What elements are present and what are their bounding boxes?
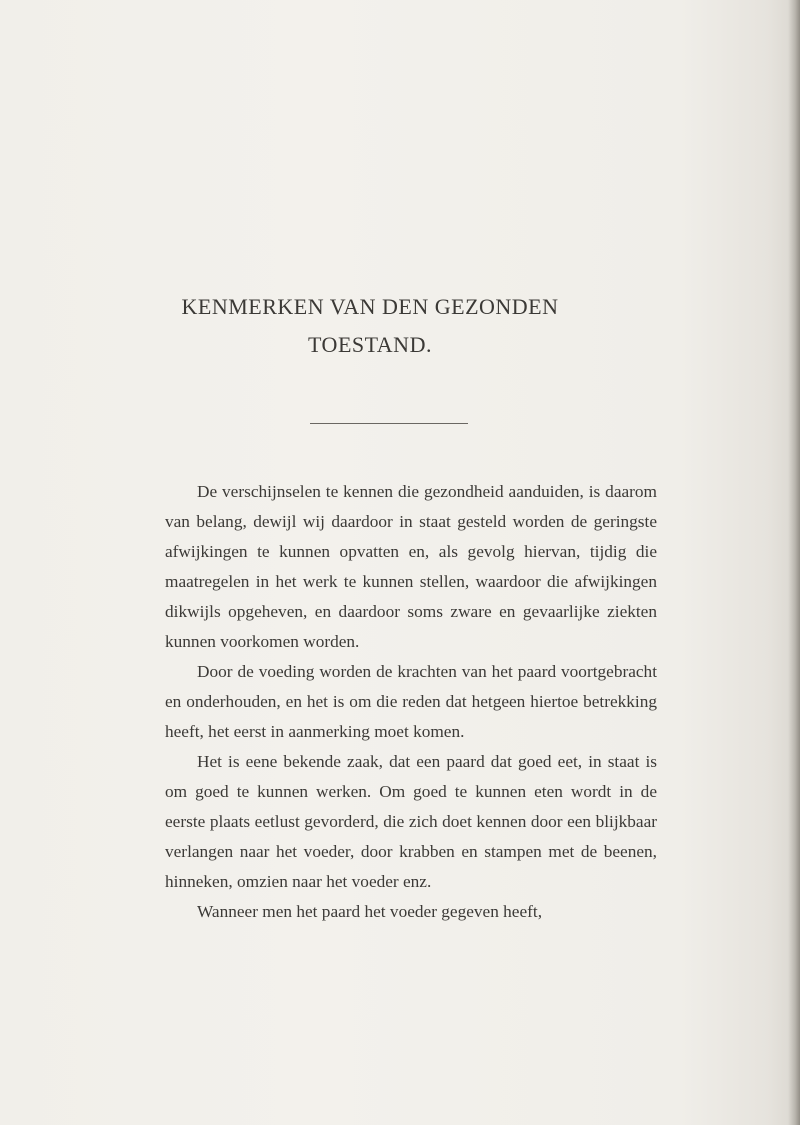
- binding-edge-shadow: [788, 0, 800, 1125]
- page-title-line-1: KENMERKEN VAN DEN GEZONDEN: [181, 294, 559, 319]
- paragraph: Het is eene bekende zaak, dat een paard dat goed eet, in staat is om goed te kunnen werken. Om goed te kunnen eten wordt in de eerste plaats eetlust gevorderd, die zich doet kennen door een blijkbaar verlangen naar het voeder, door krabben en stampen met de beenen, hinneken, omzien naar het voeder enz.: [165, 752, 657, 891]
- paragraph: Wanneer men het paard het voeder gegeven heeft,: [197, 902, 543, 921]
- paragraph: Door de voeding worden de krachten van het paard voortgebracht en onderhouden, en het is om die reden dat hetgeen hiertoe betrekking heeft, het eerst in aanmerking moet komen.: [165, 662, 657, 741]
- title-divider: [310, 423, 468, 424]
- paragraph: De verschijnselen te kennen die gezondheid aanduiden, is daarom van belang, dewijl wij daardoor in staat gesteld worden de geringste afwijkingen te kunnen opvatten en, als gevolg hiervan, tijdig die maatregelen in het werk te kunnen stellen, waardoor die afwijkingen dikwijls opgeheven, en daardoor soms zware en gevaarlijke ziekten kunnen voorkomen worden.: [165, 482, 657, 651]
- body-text: [165, 477, 657, 927]
- page-title-line-2: TOESTAND.: [308, 332, 432, 357]
